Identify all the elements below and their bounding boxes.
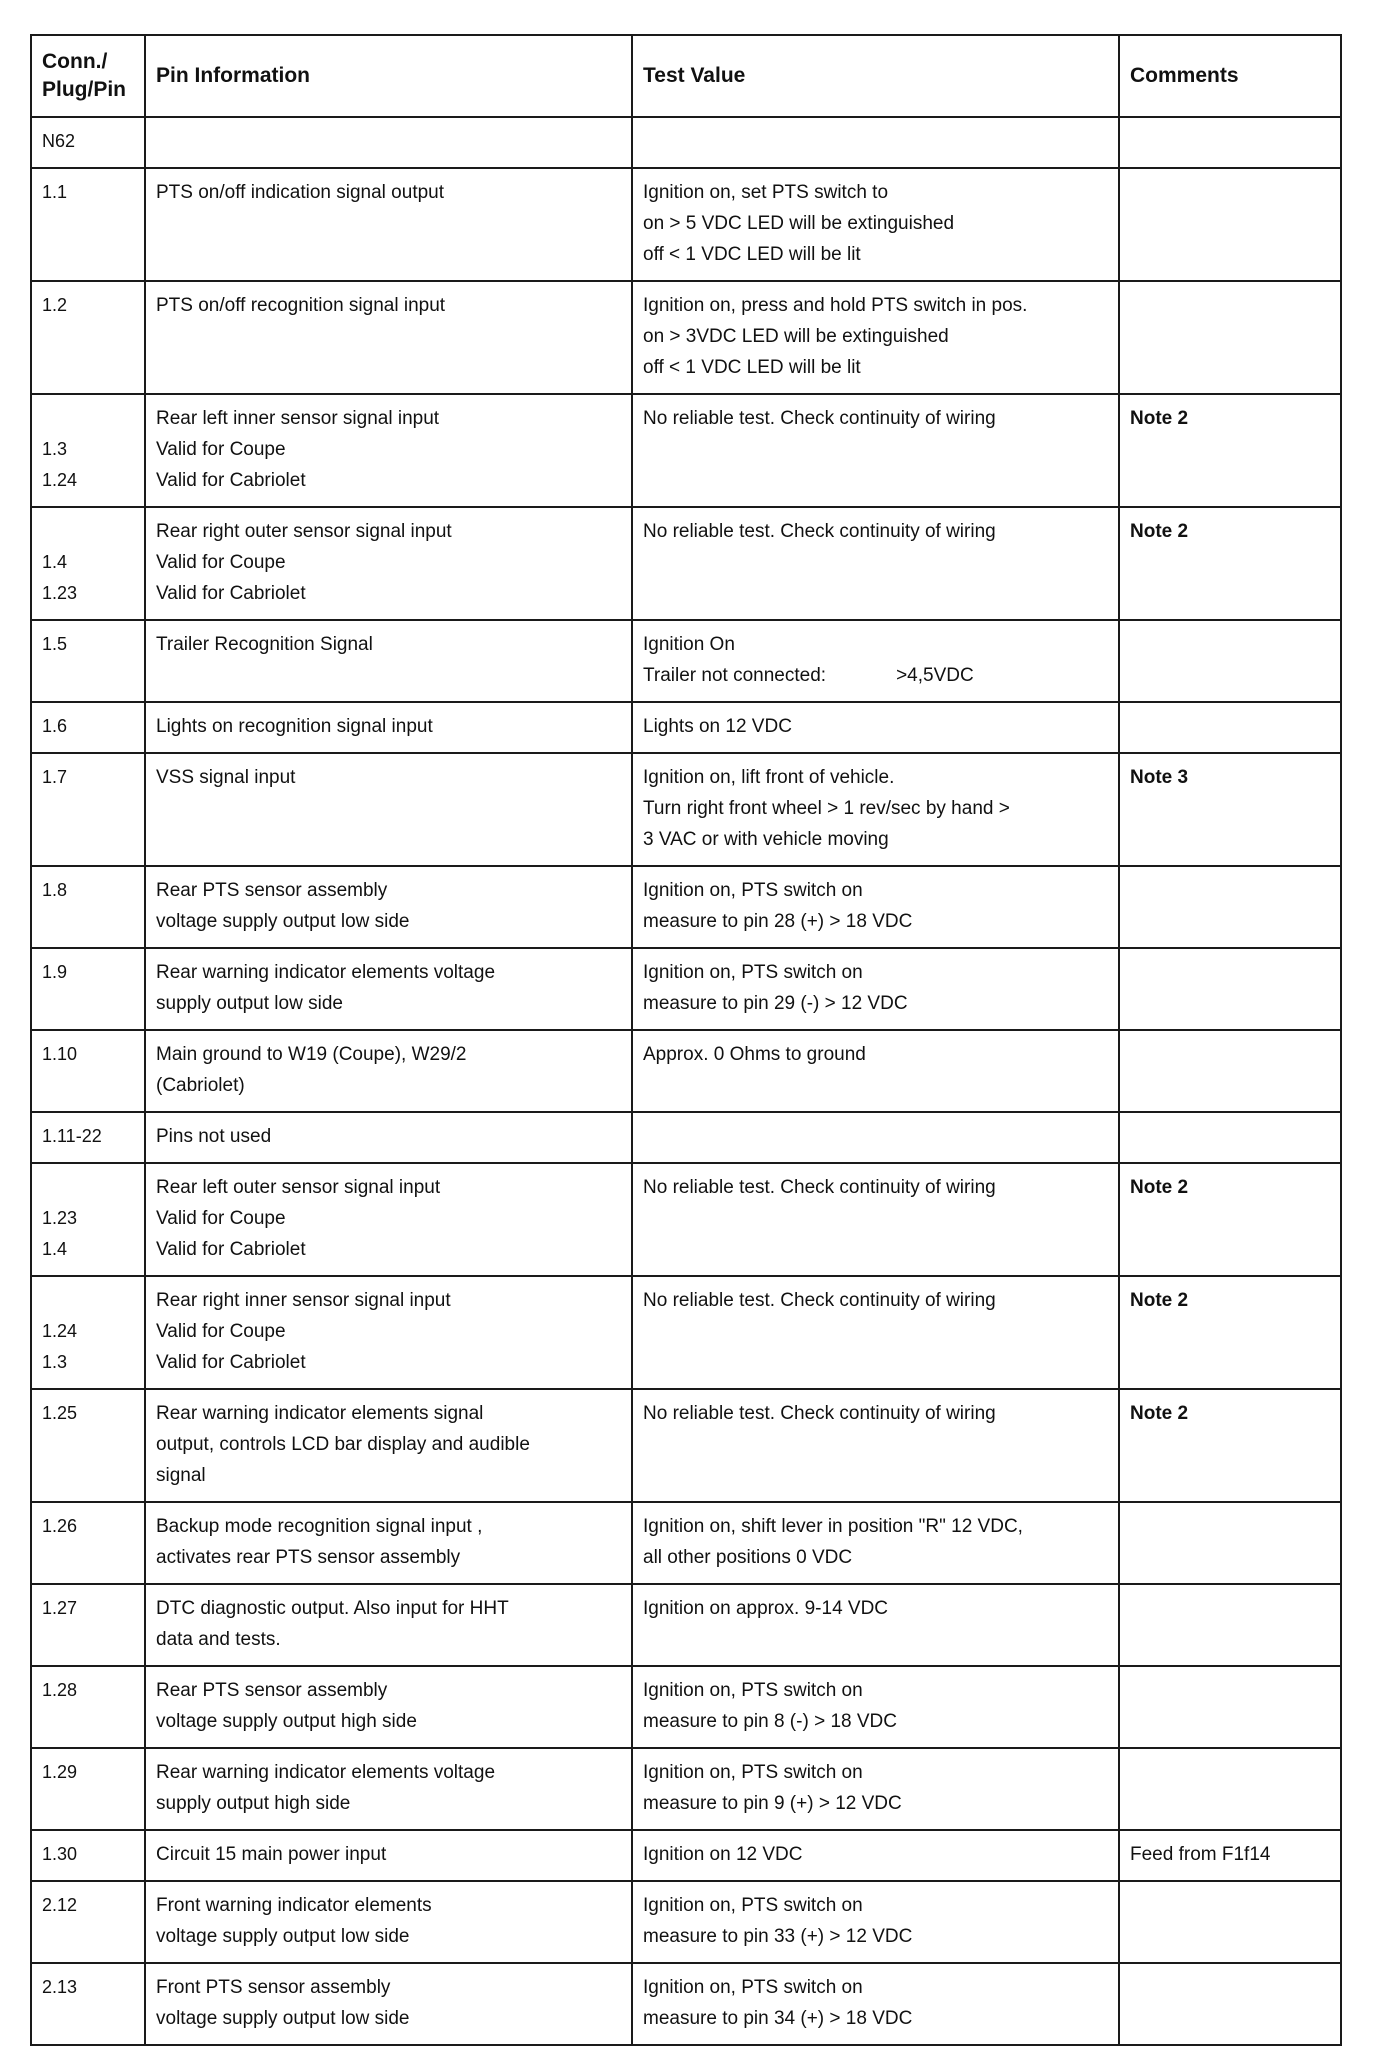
- test-value-text: Ignition on 12 VDC: [643, 1844, 803, 1865]
- pin-info-text: supply output high side: [156, 1793, 351, 1814]
- pin-table-sheet: [30, 34, 1340, 2046]
- pin-info-text: Valid for Cabriolet: [156, 1239, 306, 1260]
- comments-cell: [1119, 702, 1341, 753]
- table-row: [31, 1163, 1341, 1276]
- pin-info-text: Valid for Coupe: [156, 439, 286, 460]
- pin-info-text: Valid for Cabriolet: [156, 1352, 306, 1373]
- pin-info-cell: [145, 702, 632, 753]
- test-value-text: Ignition on, PTS switch on: [643, 1895, 863, 1916]
- comments-cell: [1119, 394, 1341, 507]
- test-value-cell: [632, 866, 1119, 948]
- pin-info-text: Valid for Cabriolet: [156, 470, 306, 491]
- pin-cell: [31, 1030, 145, 1112]
- comments-cell: [1119, 1963, 1341, 2045]
- pin-info-text: Valid for Coupe: [156, 1321, 286, 1342]
- test-value-text: off < 1 VDC LED will be lit: [643, 357, 861, 378]
- comment-text: Feed from F1f14: [1130, 1844, 1271, 1865]
- test-value-cell: [632, 117, 1119, 168]
- pin-info-text: Valid for Coupe: [156, 552, 286, 573]
- pin-info-text: voltage supply output low side: [156, 2008, 410, 2029]
- note-reference: Note 2: [1130, 408, 1189, 429]
- pin-number: 1.24: [42, 1321, 78, 1341]
- pin-info-cell: [145, 1030, 632, 1112]
- pin-number: 1.24: [42, 470, 78, 490]
- pin-information-table: [30, 34, 1342, 2046]
- comments-cell: [1119, 1881, 1341, 1963]
- comments-cell: [1119, 117, 1341, 168]
- test-value-text: Ignition on, lift front of vehicle.: [643, 767, 895, 788]
- pin-number: 1.10: [42, 1044, 78, 1064]
- test-value-text: Ignition on approx. 9-14 VDC: [643, 1598, 889, 1619]
- table-row: [31, 948, 1341, 1030]
- table-row: [31, 168, 1341, 281]
- table-row: [31, 1112, 1341, 1163]
- header-comments: Comments: [1119, 35, 1341, 117]
- pin-number: 1.11-22: [42, 1126, 102, 1146]
- comments-cell: [1119, 948, 1341, 1030]
- pin-number: 1.9: [42, 962, 68, 982]
- test-value-cell: [632, 1502, 1119, 1584]
- comments-cell: [1119, 1389, 1341, 1502]
- test-value-text: Ignition on, PTS switch on: [643, 1762, 863, 1783]
- pin-number: 2.13: [42, 1977, 78, 1997]
- table-body: [31, 117, 1341, 2045]
- test-value-text: Trailer not connected: >4,5VDC: [643, 660, 1108, 691]
- test-value-text: Approx. 0 Ohms to ground: [643, 1044, 866, 1065]
- test-value-text: Turn right front wheel > 1 rev/sec by hand >: [643, 798, 1010, 819]
- pin-number: 1.28: [42, 1680, 78, 1700]
- pin-info-text: Rear warning indicator elements signal: [156, 1403, 484, 1424]
- pin-info-text: VSS signal input: [156, 767, 296, 788]
- test-value-text: all other positions 0 VDC: [643, 1547, 853, 1568]
- test-value-text: Ignition on, shift lever in position "R" 12 VDC,: [643, 1516, 1023, 1537]
- test-value-text: measure to pin 9 (+) > 12 VDC: [643, 1793, 902, 1814]
- pin-info-cell: [145, 507, 632, 620]
- table-row: [31, 1963, 1341, 2045]
- table-row: [31, 281, 1341, 394]
- pin-info-text: Rear warning indicator elements voltage: [156, 1762, 496, 1783]
- note-reference: Note 2: [1130, 521, 1189, 542]
- pin-number: 1.4: [42, 1239, 68, 1259]
- pin-info-cell: [145, 866, 632, 948]
- pin-info-text: Rear left inner sensor signal input: [156, 408, 440, 429]
- pin-info-text: Lights on recognition signal input: [156, 716, 433, 737]
- pin-info-cell: [145, 281, 632, 394]
- pin-info-cell: [145, 753, 632, 866]
- pin-info-text: supply output low side: [156, 993, 343, 1014]
- table-row: [31, 753, 1341, 866]
- table-row: [31, 394, 1341, 507]
- pin-cell: [31, 1502, 145, 1584]
- table-header-row: [31, 35, 1341, 117]
- pin-number: 1.5: [42, 634, 68, 654]
- pin-info-cell: [145, 948, 632, 1030]
- test-value-text: 3 VAC or with vehicle moving: [643, 829, 889, 850]
- pin-info-cell: [145, 1748, 632, 1830]
- table-row: [31, 702, 1341, 753]
- pin-info-cell: [145, 1830, 632, 1881]
- pin-cell: [31, 394, 145, 507]
- table-row: [31, 1389, 1341, 1502]
- note-reference: Note 2: [1130, 1177, 1189, 1198]
- comments-cell: [1119, 281, 1341, 394]
- pin-info-text: Rear PTS sensor assembly: [156, 1680, 388, 1701]
- pin-number: 1.29: [42, 1762, 78, 1782]
- test-value-text: measure to pin 29 (-) > 12 VDC: [643, 993, 908, 1014]
- comments-cell: [1119, 866, 1341, 948]
- pin-cell: [31, 507, 145, 620]
- pin-number: N62: [42, 131, 76, 151]
- test-value-text: measure to pin 8 (-) > 18 VDC: [643, 1711, 897, 1732]
- test-value-cell: [632, 281, 1119, 394]
- pin-info-text: DTC diagnostic output. Also input for HHT: [156, 1598, 509, 1619]
- pin-info-cell: [145, 394, 632, 507]
- pin-info-cell: [145, 620, 632, 702]
- pin-number: 1.25: [42, 1403, 78, 1423]
- comments-cell: [1119, 168, 1341, 281]
- pin-info-text: Rear right inner sensor signal input: [156, 1290, 451, 1311]
- test-value-text: No reliable test. Check continuity of wiring: [643, 1290, 996, 1311]
- note-reference: Note 2: [1130, 1290, 1189, 1311]
- header-conn-plug-pin: Conn./ Plug/Pin: [31, 35, 145, 117]
- cell-spacer: [42, 1172, 134, 1203]
- pin-info-text: voltage supply output low side: [156, 911, 410, 932]
- pin-info-text: voltage supply output high side: [156, 1711, 417, 1732]
- pin-info-cell: [145, 1881, 632, 1963]
- table-row: [31, 117, 1341, 168]
- table-row: [31, 1030, 1341, 1112]
- comments-cell: [1119, 620, 1341, 702]
- pin-cell: [31, 702, 145, 753]
- test-value-text: Ignition on, PTS switch on: [643, 1680, 863, 1701]
- test-value-cell: [632, 168, 1119, 281]
- pin-info-cell: [145, 1112, 632, 1163]
- pin-info-text: Rear right outer sensor signal input: [156, 521, 452, 542]
- table-row: [31, 507, 1341, 620]
- pin-number: 1.1: [42, 182, 68, 202]
- pin-number: 1.23: [42, 583, 78, 603]
- comments-cell: [1119, 1030, 1341, 1112]
- note-reference: Note 2: [1130, 1403, 1189, 1424]
- test-value-text: Ignition on, press and hold PTS switch in pos.: [643, 295, 1028, 316]
- pin-info-text: voltage supply output low side: [156, 1926, 410, 1947]
- pin-cell: [31, 753, 145, 866]
- pin-number: 1.27: [42, 1598, 78, 1618]
- table-row: [31, 1584, 1341, 1666]
- pin-info-cell: [145, 1389, 632, 1502]
- test-value-cell: [632, 620, 1119, 702]
- table-row: [31, 1881, 1341, 1963]
- pin-info-cell: [145, 1163, 632, 1276]
- pin-info-text: PTS on/off recognition signal input: [156, 295, 446, 316]
- pin-cell: [31, 866, 145, 948]
- pin-info-text: Front PTS sensor assembly: [156, 1977, 391, 1998]
- table-row: [31, 866, 1341, 948]
- pin-info-text: (Cabriolet): [156, 1075, 245, 1096]
- pin-info-text: Backup mode recognition signal input ,: [156, 1516, 483, 1537]
- pin-info-text: Trailer Recognition Signal: [156, 634, 373, 655]
- pin-number: 1.8: [42, 880, 68, 900]
- test-value-cell: [632, 1963, 1119, 2045]
- pin-info-text: output, controls LCD bar display and audible: [156, 1434, 530, 1455]
- test-value-text: off < 1 VDC LED will be lit: [643, 244, 861, 265]
- pin-info-text: Rear left outer sensor signal input: [156, 1177, 441, 1198]
- pin-number: 2.12: [42, 1895, 78, 1915]
- comments-cell: [1119, 507, 1341, 620]
- test-value-cell: [632, 1112, 1119, 1163]
- pin-cell: [31, 168, 145, 281]
- test-value-cell: [632, 1748, 1119, 1830]
- pin-info-cell: [145, 1963, 632, 2045]
- pin-info-text: signal: [156, 1465, 206, 1486]
- test-value-text: measure to pin 34 (+) > 18 VDC: [643, 2008, 913, 2029]
- comments-cell: [1119, 1666, 1341, 1748]
- test-value-text: No reliable test. Check continuity of wiring: [643, 1403, 996, 1424]
- test-value-cell: [632, 1666, 1119, 1748]
- test-value-text: on > 3VDC LED will be extinguished: [643, 326, 949, 347]
- test-value-text: Ignition on, PTS switch on: [643, 962, 863, 983]
- pin-info-text: activates rear PTS sensor assembly: [156, 1547, 461, 1568]
- test-value-cell: [632, 1830, 1119, 1881]
- test-value-text: No reliable test. Check continuity of wiring: [643, 1177, 996, 1198]
- pin-cell: [31, 1163, 145, 1276]
- test-value-cell: [632, 1030, 1119, 1112]
- test-value-cell: [632, 753, 1119, 866]
- pin-info-text: Rear PTS sensor assembly: [156, 880, 388, 901]
- header-pin-information: Pin Information: [145, 35, 632, 117]
- pin-info-cell: [145, 117, 632, 168]
- note-reference: Note 3: [1130, 767, 1189, 788]
- test-value-text: Ignition on, PTS switch on: [643, 880, 863, 901]
- pin-cell: [31, 1584, 145, 1666]
- header-test-value: Test Value: [632, 35, 1119, 117]
- test-value-text: Ignition on, set PTS switch to: [643, 182, 889, 203]
- pin-number: 1.30: [42, 1844, 78, 1864]
- pin-cell: [31, 1963, 145, 2045]
- pin-info-text: Circuit 15 main power input: [156, 1844, 387, 1865]
- pin-info-cell: [145, 1666, 632, 1748]
- pin-cell: [31, 1389, 145, 1502]
- test-value-text: measure to pin 33 (+) > 12 VDC: [643, 1926, 913, 1947]
- pin-info-text: Rear warning indicator elements voltage: [156, 962, 496, 983]
- pin-cell: [31, 1881, 145, 1963]
- pin-cell: [31, 1276, 145, 1389]
- pin-cell: [31, 1666, 145, 1748]
- table-row: [31, 1666, 1341, 1748]
- pin-info-text: Pins not used: [156, 1126, 272, 1147]
- comments-cell: [1119, 1276, 1341, 1389]
- pin-cell: [31, 620, 145, 702]
- pin-number: 1.23: [42, 1208, 78, 1228]
- pin-cell: [31, 281, 145, 394]
- table-row: [31, 1502, 1341, 1584]
- test-value-cell: [632, 1584, 1119, 1666]
- pin-info-text: Valid for Cabriolet: [156, 583, 306, 604]
- comments-cell: [1119, 1748, 1341, 1830]
- table-row: [31, 1748, 1341, 1830]
- pin-cell: [31, 1748, 145, 1830]
- pin-cell: [31, 948, 145, 1030]
- test-value-cell: [632, 1389, 1119, 1502]
- pin-number: 1.3: [42, 1352, 68, 1372]
- table-row: [31, 1276, 1341, 1389]
- pin-cell: [31, 1830, 145, 1881]
- test-value-cell: [632, 1881, 1119, 1963]
- table-row: [31, 1830, 1341, 1881]
- test-value-text: on > 5 VDC LED will be extinguished: [643, 213, 955, 234]
- test-value-cell: [632, 702, 1119, 753]
- comments-cell: [1119, 1163, 1341, 1276]
- pin-info-text: PTS on/off indication signal output: [156, 182, 445, 203]
- test-value-cell: [632, 507, 1119, 620]
- pin-info-text: Valid for Coupe: [156, 1208, 286, 1229]
- pin-number: 1.26: [42, 1516, 78, 1536]
- table-row: [31, 620, 1341, 702]
- test-value-text: Ignition On: [643, 634, 735, 655]
- test-value-threshold: >4,5VDC: [896, 665, 974, 686]
- pin-info-text: data and tests.: [156, 1629, 281, 1650]
- pin-info-cell: [145, 1584, 632, 1666]
- comments-cell: [1119, 1502, 1341, 1584]
- test-value-text: Ignition on, PTS switch on: [643, 1977, 863, 1998]
- cell-spacer: [42, 1285, 134, 1316]
- pin-info-cell: [145, 1276, 632, 1389]
- comments-cell: [1119, 1830, 1341, 1881]
- test-value-text: Lights on 12 VDC: [643, 716, 792, 737]
- pin-number: 1.3: [42, 439, 68, 459]
- comments-cell: [1119, 753, 1341, 866]
- test-value-cell: [632, 394, 1119, 507]
- pin-info-text: Main ground to W19 (Coupe), W29/2: [156, 1044, 467, 1065]
- cell-spacer: [42, 403, 134, 434]
- test-value-text: No reliable test. Check continuity of wiring: [643, 521, 996, 542]
- pin-info-cell: [145, 1502, 632, 1584]
- pin-cell: [31, 1112, 145, 1163]
- pin-cell: [31, 117, 145, 168]
- test-value-text: measure to pin 28 (+) > 18 VDC: [643, 911, 913, 932]
- pin-number: 1.7: [42, 767, 68, 787]
- comments-cell: [1119, 1112, 1341, 1163]
- test-value-cell: [632, 948, 1119, 1030]
- comments-cell: [1119, 1584, 1341, 1666]
- test-value-cell: [632, 1276, 1119, 1389]
- cell-spacer: [42, 516, 134, 547]
- pin-info-cell: [145, 168, 632, 281]
- test-value-cell: [632, 1163, 1119, 1276]
- pin-number: 1.4: [42, 552, 68, 572]
- pin-info-text: Front warning indicator elements: [156, 1895, 432, 1916]
- test-value-text: No reliable test. Check continuity of wiring: [643, 408, 996, 429]
- pin-number: 1.2: [42, 295, 68, 315]
- pin-number: 1.6: [42, 716, 68, 736]
